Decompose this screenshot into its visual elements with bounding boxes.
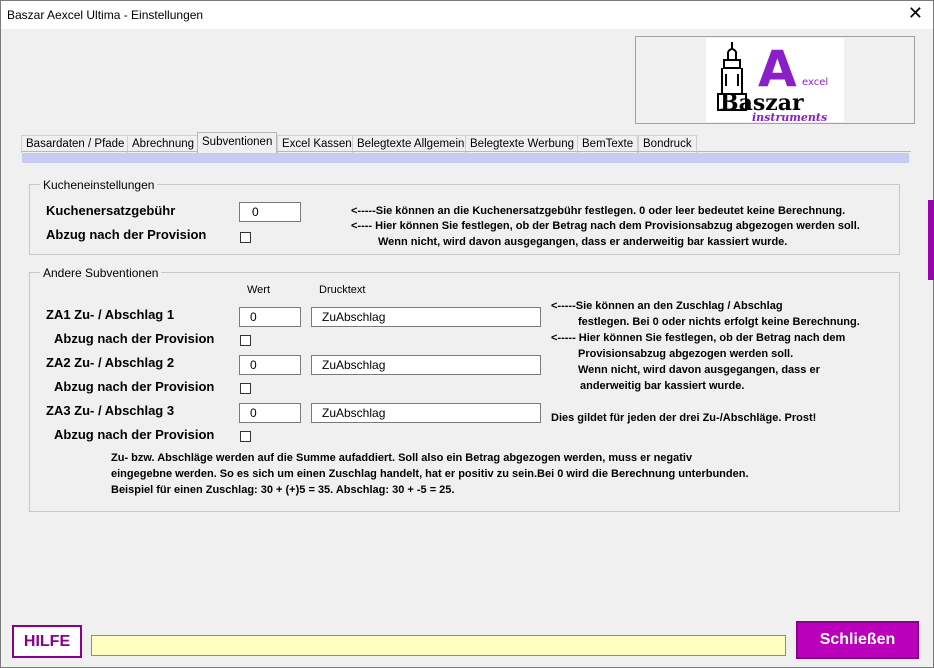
col-wert-header: Wert [247,284,271,296]
title-bar [1,1,933,29]
tab-excel-kassen[interactable]: Excel Kassen [277,135,357,153]
andere-hint-b2: Provisionsabzug abgezogen werden soll. [578,348,794,360]
logo [706,38,844,122]
andere-hint-b1: <----- Hier können Sie festlegen, ob der Betrag nach dem [551,332,846,344]
logo-frame [635,36,915,124]
logo-small: excel [802,77,829,88]
za3-wert-input[interactable]: 0 [239,403,301,423]
za2-abzug-label: Abzug nach der Provision [54,379,215,394]
tab-bondruck[interactable]: Bondruck [638,135,697,153]
kuchen-group-label: Kucheneinstellungen [40,178,157,192]
za3-drucktext-input[interactable]: ZuAbschlag [311,403,541,423]
andere-hint-c: Dies gildet für jeden der drei Zu-/Abschläge. Prost! [551,412,817,424]
za3-label: ZA3 Zu- / Abschlag 3 [46,403,175,418]
andere-note-1: Zu- bzw. Abschläge werden auf die Summe aufaddiert. Soll also ein Betrag abgezogen werden, muss er negativ [111,452,693,464]
andere-hint-a2: festlegen. Bei 0 oder nichts erfolgt keine Berechnung. [578,316,860,328]
andere-note-2: eingegebne werden. So es sich um einen Zuschlag handelt, hat er positiv zu sein.Bei 0 wird die Berechnung unterbunden. [111,468,749,480]
tab-abrechnung[interactable]: Abrechnung [127,135,199,153]
tab-subventionen[interactable]: Subventionen [197,132,277,153]
logo-word: Baszar [720,90,804,116]
hilfe-button[interactable]: HILFE [12,625,82,658]
kuchen-hint-3: Wenn nicht, wird davon ausgegangen, dass er anderweitig bar kassiert wurde. [378,236,788,248]
za1-label: ZA1 Zu- / Abschlag 1 [46,307,175,322]
kuchen-fee-label: Kuchenersatzgebühr [46,203,176,218]
kuchen-abzug-label: Abzug nach der Provision [46,227,207,242]
kuchen-hint-1: <-----Sie können an die Kuchenersatzgebühr festlegen. 0 oder leer bedeutet keine Berechnung. [351,205,846,217]
logo-letter: A [758,40,797,98]
za3-abzug-checkbox[interactable] [240,431,251,442]
za2-wert-input[interactable]: 0 [239,355,301,375]
kuchen-abzug-checkbox[interactable] [240,232,251,243]
close-icon[interactable]: ✕ [907,3,923,23]
za1-wert-input[interactable]: 0 [239,307,301,327]
accent-band [22,153,909,163]
kuchen-fee-input[interactable]: 0 [239,202,301,222]
kuchen-hint-2: <---- Hier können Sie festlegen, ob der Betrag nach dem Provisionsabzug abgezogen werden soll. [351,220,860,232]
za3-abzug-label: Abzug nach der Provision [54,427,215,442]
za1-abzug-label: Abzug nach der Provision [54,331,215,346]
za2-label: ZA2 Zu- / Abschlag 2 [46,355,175,370]
tab-divider [21,151,911,152]
background-window-edge [928,200,934,280]
andere-hint-b3: Wenn nicht, wird davon ausgegangen, dass er [578,364,820,376]
za2-drucktext-input[interactable]: ZuAbschlag [311,355,541,375]
andere-hint-a1: <-----Sie können an den Zuschlag / Abschlag [551,300,783,312]
tab-bemtexte[interactable]: BemTexte [577,135,638,153]
andere-group-label: Andere Subventionen [40,266,161,280]
tab-belegtexte-werbung[interactable]: Belegtexte Werbung [465,135,579,153]
window-title: Baszar Aexcel Ultima - Einstellungen [7,8,204,22]
za1-abzug-checkbox[interactable] [240,335,251,346]
status-field [91,635,786,656]
andere-note-3: Beispiel für einen Zuschlag: 30 + (+)5 = 35. Abschlag: 30 + -5 = 25. [111,484,455,496]
andere-hint-b4: anderweitig bar kassiert wurde. [580,380,745,392]
za2-abzug-checkbox[interactable] [240,383,251,394]
schliessen-button[interactable]: Schließen [796,621,919,659]
logo-graphic [706,38,844,122]
za1-drucktext-input[interactable]: ZuAbschlag [311,307,541,327]
tab-basardaten[interactable]: Basardaten / Pfade [21,135,129,153]
logo-sub: instruments [752,111,828,122]
col-drucktext-header: Drucktext [319,284,366,296]
tab-belegtexte-allgemein[interactable]: Belegtexte Allgemein [352,135,469,153]
